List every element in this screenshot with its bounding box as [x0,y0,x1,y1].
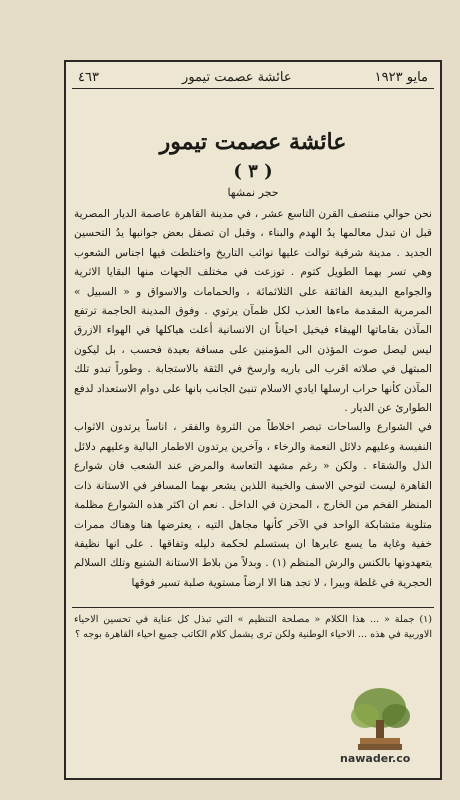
article-body [72,205,434,593]
footnotes [72,608,434,642]
paragraph: نحن حوالي منتصف القرن التاسع عشر ، في مدينة القاهرة عاصمة الديار المصرية قبل ان تبدل معالمها يدُ الهدم والبناء ، وقبل ان تصقل بعض جوانبها يدُ التحسين الجديد . مدينة شرقية توالت عليها نوائب التاريخ واختلطت فيها اجناس الشعوب وهي تسر بهما الطويل كتوم . توزعت في مختلف الجهات منها البقايا الاثرية والجوامع البديعة الفائقة على الثلاثمائة ، والحمامات والاسواق و « السبيل » المرمرية المقدمة ماءها العذب لكل ظمآن يرتوي . وفوق المدينة الحاجمة ترتفع المآذن بقاماتها الهيفاء فيخيل احياناً ان الانسانية أعلت هياكلها في الهواء الازرق ليس ليصل صوت المؤذن الى المؤمنين على مسافة بعيدة فحسب ، بل ليكون المبتهل في صلاته اقرب الى باريه وارسخ في الثقة بالاستجابة . وطوراً تبدو تلك المآذن كأنها حراب ارسلها ايادي الاسلام تنبئ الجانب بانها على دوام الاستعداد لدفع الطوارئ عن الديار . [74,208,432,415]
article-subtitle: حجر نمشها [227,186,279,199]
paragraph: في الشوارع والساحات تبصر اخلاطاً من الثروة والفقر ، اناساً يرتدون الاثواب النفيسة وعليهم دلائل النعمة والرخاء ، وآخرين يرتدون الاطمار البالية وعليهم دلائل الذل والشقاء . ولكن « رغم مشهد التعاسة والمرض عند الشعب فان شوارع القاهرة ليست لتوحي الاسف والخيبة اللذين يشعر بهما المسافر في الاستانة ذات المنظر الفخم من الخارج ، المحزن في الداخل . نعم ان اكثر هذه الشوارع مظلمة متلوية متشابكة الواحد في الآخر كأنها مجاهل التيه ، يعترضها هنا وهناك ممرات خفية وغاية ما يسع عابرها ان يستسلم لحكمة دليله وتفاقها . على انها نظيفة يتعهدونها بالكنس والرش المنظم (١) . وبدلاً من بلاط الاستانة الشنيع وتلك السلالم الحجرية في غلطة وبيرا ، لا تجد هنا الا ارضاً مستوية صلبة تسير فوقها [74,421,433,589]
running-title: عائشة عصمت تيمور [182,69,292,85]
page-inner [72,66,434,774]
running-header [72,66,434,89]
page-number: ٤٦٣ [78,69,99,85]
article-part: ( ٣ ) [233,161,273,182]
footnote: (١) جملة « ... هذا الكلام « مصلحة التنظيم » التي تبذل كل عناية في تحسين الاحياء الاوربية في هذه ... الاحياء الوطنية ولكن ترى يشمل كلام الكاتب جميع احياء القاهرة بوجه ؟ [74,614,432,641]
scanned-page [64,60,442,780]
article-title: عائشة عصمت تيمور [159,129,347,155]
issue-date: مايو ١٩٢٣ [374,69,428,85]
watermark-site: nawader.co [340,752,411,765]
tree-books-logo-icon [320,680,440,780]
